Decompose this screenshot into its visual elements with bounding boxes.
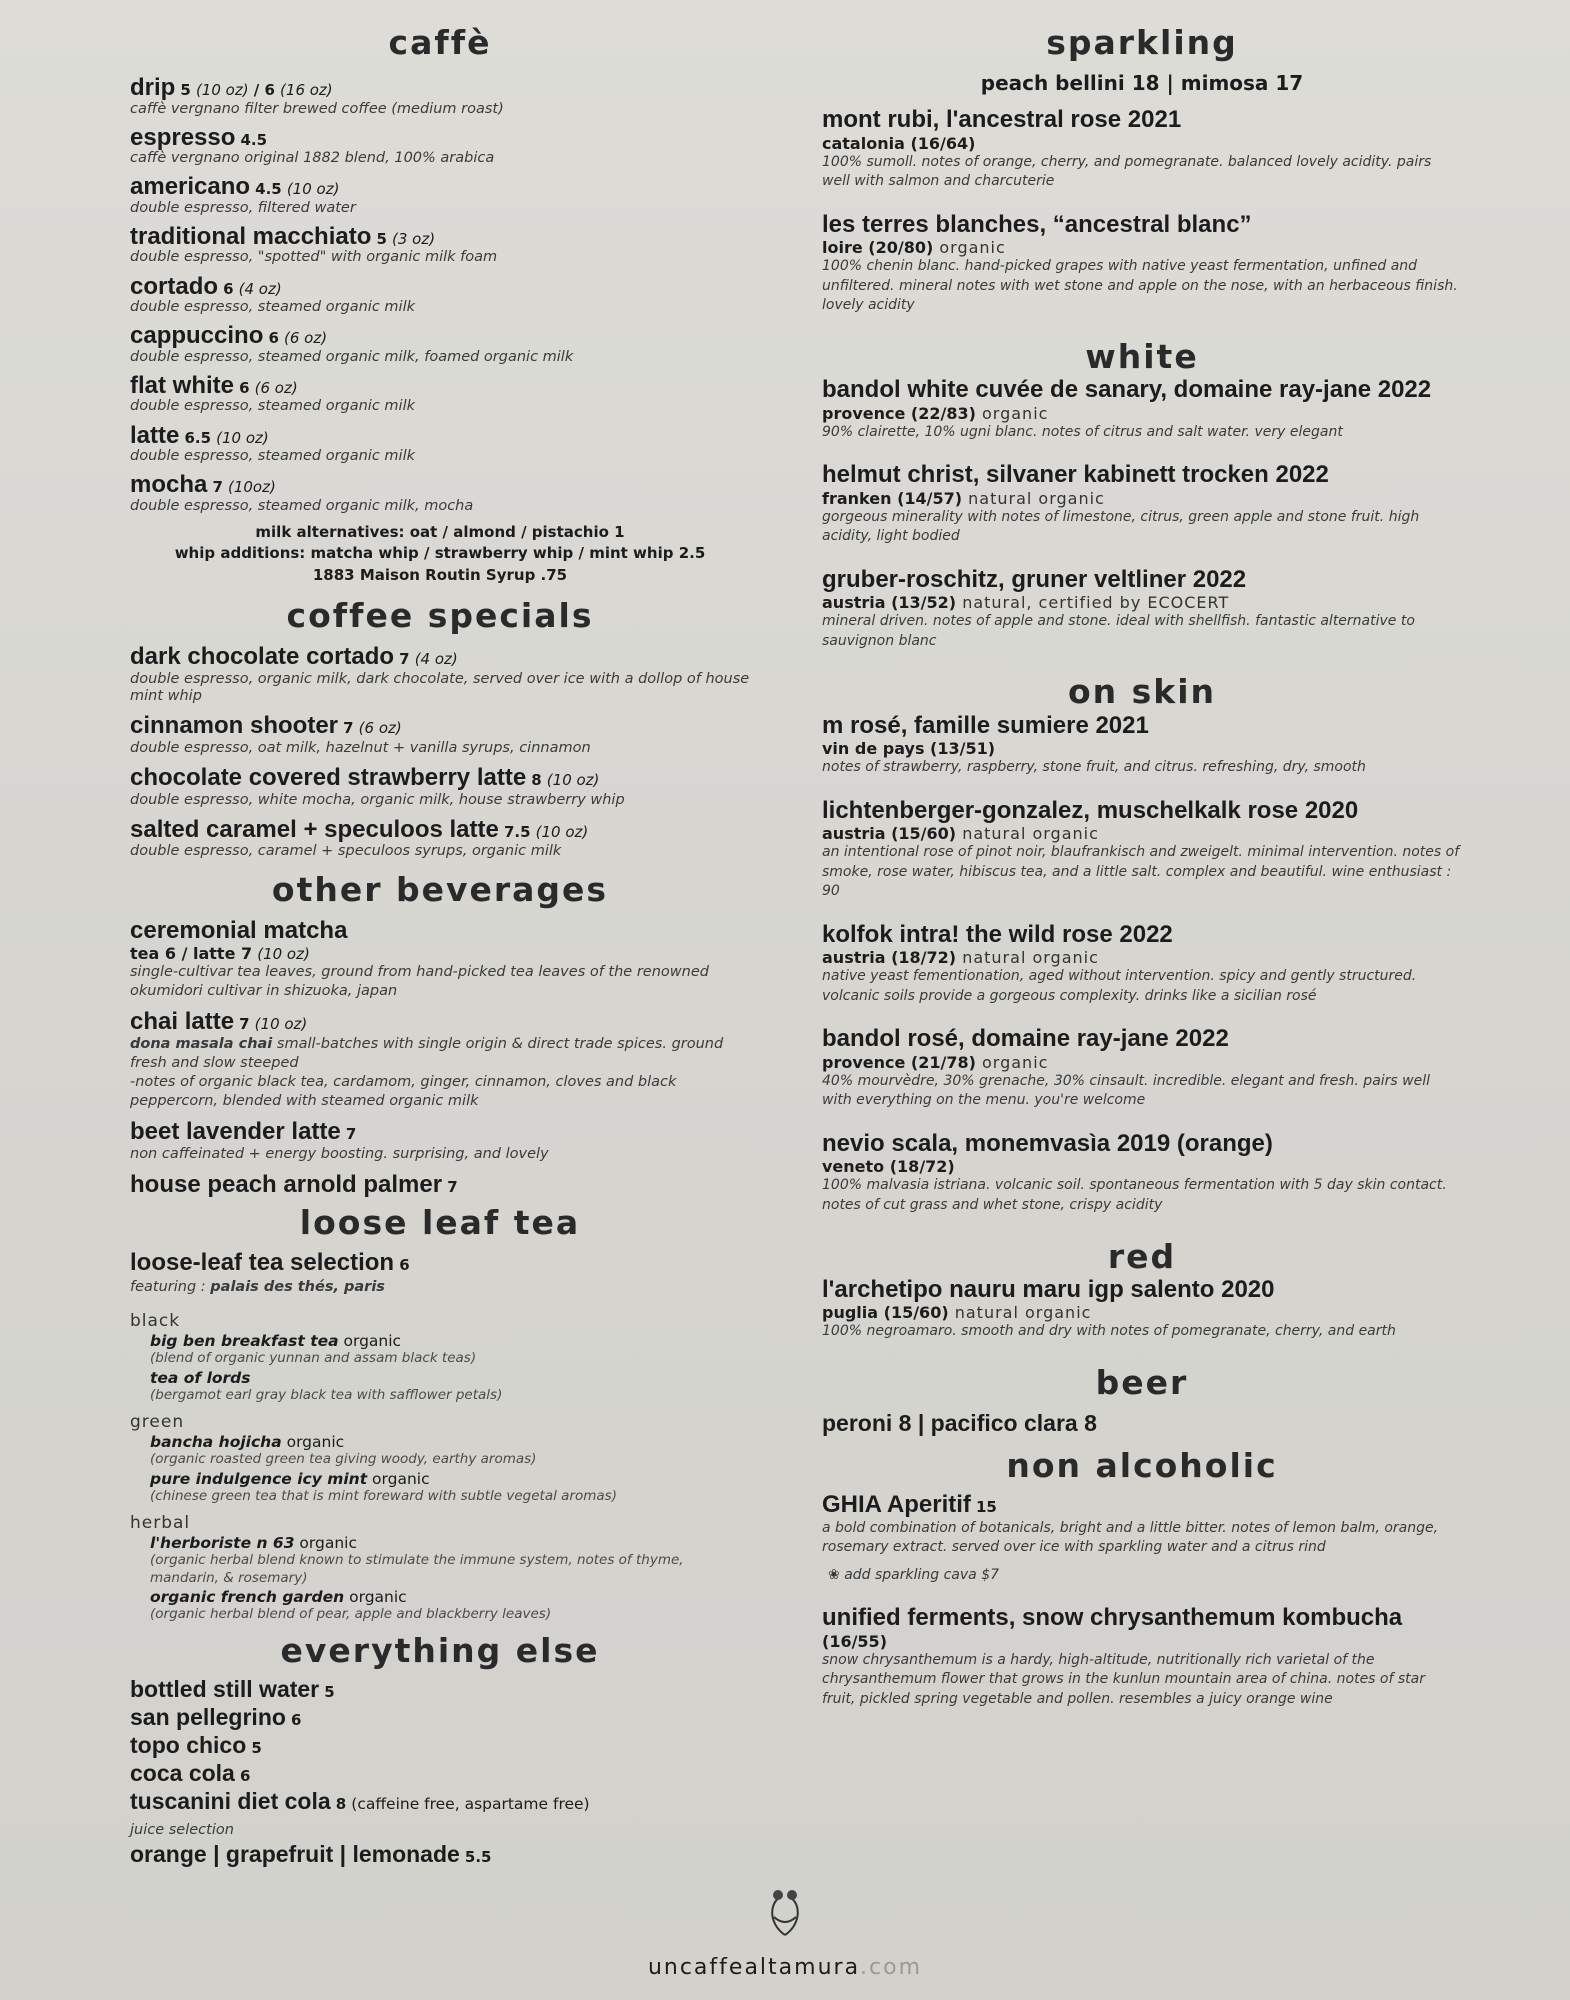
item-name: ceremonial matcha	[130, 917, 348, 944]
item-name: salted caramel + speculoos latte	[130, 815, 499, 843]
left-column	[130, 22, 750, 1868]
section-title-white: white	[1085, 337, 1199, 376]
wine-region-line	[822, 404, 1462, 423]
tea-category-black: black	[130, 1310, 181, 1331]
section-title-caffe: caffè	[388, 23, 492, 62]
item-price: 7.5	[503, 822, 531, 841]
wine-region-line	[822, 238, 1462, 257]
item-size: (10 oz)	[546, 771, 600, 790]
website-suffix: .com	[860, 1955, 923, 1980]
wine-name: l'archetipo nauru maru igp salento 2020	[822, 1275, 1275, 1303]
leaf-icon: ❀	[828, 1566, 840, 1583]
item-size: (4 oz)	[414, 650, 458, 669]
item-price: 7	[212, 478, 223, 497]
right-column	[822, 22, 1462, 1710]
wine-region-line	[822, 1303, 1462, 1322]
tea-desc: (organic herbal blend known to stimulate the immune system, notes of thyme, mandarin, & rosemary)	[150, 1552, 684, 1586]
tea-tag: organic	[338, 1331, 402, 1350]
item-name: drip	[130, 74, 176, 102]
menu-item	[130, 1759, 750, 1787]
item-name: san pellegrino	[130, 1704, 286, 1731]
item-price: 5	[376, 230, 387, 249]
item-price: 6	[291, 1711, 302, 1730]
tea-desc: (chinese green tea that is mint foreward with subtle vegetal aromas)	[150, 1487, 617, 1504]
menu-item	[130, 423, 750, 465]
item-price: 5	[324, 1683, 335, 1702]
caffe-list	[130, 75, 750, 513]
menu-item	[130, 1787, 750, 1815]
item-line	[130, 224, 750, 250]
wine-region: franken (14/57)	[822, 488, 963, 508]
item-name: tuscanini diet cola	[130, 1788, 331, 1815]
item-price: 6	[399, 1255, 410, 1274]
item-line	[130, 75, 750, 101]
item-price: 8	[335, 1795, 347, 1814]
item-line	[130, 274, 750, 300]
wine-region-line	[822, 489, 1462, 508]
item-name: latte	[130, 421, 180, 449]
tea-category-herbal: herbal	[130, 1513, 191, 1534]
wine-item	[822, 212, 1462, 316]
wine-desc: an intentional rose of pinot noir, blaufrankisch and zweigelt. minimal intervention. notes of smoke, rose water, hibiscus tea, and a little salt. complex and beautiful. wine enthusiast : 90	[822, 844, 1460, 900]
tea-name: bancha hojicha	[150, 1433, 282, 1452]
item-name: americano	[130, 173, 251, 201]
wine-name: les terres blanches, “ancestral blanc”	[822, 210, 1252, 238]
tea-desc: (organic roasted green tea giving woody, earthy aromas)	[150, 1451, 537, 1468]
wine-tag: natural organic	[956, 824, 1099, 844]
tea-desc: (bergamot earl gray black tea with safflower petals)	[150, 1386, 503, 1403]
item-line	[130, 472, 750, 498]
wine-item	[822, 377, 1462, 442]
item-price: 6	[239, 378, 250, 397]
menu-item	[130, 644, 750, 705]
logo-icon	[750, 1885, 820, 1945]
tea-tag: organic	[281, 1433, 345, 1452]
item-line	[130, 174, 750, 200]
item-price: 6	[239, 1767, 251, 1786]
tea-item	[130, 1368, 750, 1405]
wine-tag: natural organic	[948, 1303, 1092, 1323]
tea-section: loose-leaf tea selection 6 featuring : palais des thés, paris black big ben breakfast tea organic (blend of organic yunnan and assam black teas) tea of lords (bergamot earl gray black tea with safflower petals) green bancha hojicha organic (organic roasted green tea giving woody, earthy aromas) pure indulgence icy mint organic (chinese green tea that is mint foreward with subtle vegetal aromas) herbal l'herboriste n 63 organic (organic herbal blend known to stimulate the immune system, notes of thyme, mandarin, & rosemary) organic french garden organic (organic herbal blend of pear, apple and blackberry leaves)	[130, 1250, 750, 1624]
item-name: traditional macchiato	[130, 223, 372, 251]
tea-item	[130, 1469, 750, 1506]
item-name: flat white	[130, 371, 235, 399]
tea-line	[150, 1469, 750, 1488]
tea-line	[150, 1331, 750, 1350]
tea-tag: organic	[294, 1534, 357, 1553]
wine-tag: organic	[975, 1052, 1049, 1072]
wine-desc: 40% mourvèdre, 30% grenache, 30% cinsault. incredible. elegant and fresh. pairs well with everything on the menu. you're welcome	[822, 1072, 1431, 1109]
menu-item	[130, 472, 750, 514]
item-price: 6	[268, 329, 279, 348]
item-desc: double espresso, white mocha, organic milk, house strawberry whip	[130, 791, 625, 808]
item-name: dark chocolate cortado	[130, 643, 395, 671]
item-size: (10 oz)	[535, 822, 589, 841]
section-title-loose-leaf-tea: loose leaf tea	[299, 1203, 581, 1243]
wine-tag: natural organic	[956, 948, 1099, 968]
wine-item	[822, 567, 1462, 652]
item-note: (caffeine free, aspartame free)	[351, 1795, 590, 1814]
wine-region-line	[822, 134, 1462, 153]
item-name: chai latte	[130, 1008, 235, 1036]
wine-region-line	[822, 1053, 1462, 1072]
item-name: cinnamon shooter	[130, 712, 339, 740]
item-price: 7	[343, 719, 354, 738]
item-desc: single-cultivar tea leaves, ground from hand-picked tea leaves of the renowned okumidori cultivar in shizuoka, japan	[130, 964, 709, 1000]
item-sub: tea 6 / latte 7	[130, 944, 253, 964]
juice-price: 5.5	[464, 1848, 492, 1867]
item-size: (10oz)	[227, 478, 276, 497]
item-name: unified ferments, snow chrysanthemum kombucha	[822, 1604, 1403, 1632]
tea-desc: (blend of organic yunnan and assam black teas)	[150, 1349, 477, 1366]
wine-name: bandol rosé, domaine ray-jane 2022	[822, 1025, 1229, 1053]
wine-desc: 100% negroamaro. smooth and dry with notes of pomegranate, cherry, and earth	[822, 1323, 1396, 1340]
wine-desc: 100% sumoll. notes of orange, cherry, and pomegranate. balanced lovely acidity. pairs well with salmon and charcuterie	[822, 153, 1432, 190]
menu-item	[130, 1731, 750, 1759]
wine-region: austria (13/52)	[822, 593, 957, 613]
wine-item	[822, 1026, 1462, 1111]
item-price: 7	[239, 1015, 250, 1034]
item-desc: double espresso, steamed organic milk, foamed organic milk	[130, 348, 574, 365]
item-name: espresso	[130, 123, 236, 151]
item-size: (10 oz)	[257, 945, 310, 964]
menu-item	[130, 224, 750, 266]
item-name: mocha	[130, 471, 208, 499]
featuring-label: featuring	[130, 1279, 197, 1296]
item-name: topo chico	[130, 1732, 247, 1759]
wine-desc: 100% malvasia istriana. volcanic soil. spontaneous fermentation with 5 day skin contact. notes of cut grass and whet stone, crispy acidity	[822, 1177, 1447, 1213]
menu-item	[130, 1703, 750, 1731]
wine-tag: organic	[933, 238, 1006, 258]
item-desc-notes: -notes of organic black tea, cardamom, ginger, cinnamon, cloves and black peppercorn, blended with steamed organic milk	[130, 1074, 677, 1109]
wine-tag: natural, certified by ECOCERT	[956, 593, 1230, 613]
tea-tag: organic	[367, 1469, 430, 1488]
section-title-sparkling: sparkling	[1046, 23, 1238, 62]
tea-tag: organic	[344, 1588, 407, 1607]
item-line	[130, 373, 750, 399]
item-name: bottled still water	[130, 1676, 320, 1703]
tea-line	[150, 1533, 750, 1552]
wine-item	[822, 107, 1462, 192]
item-desc: double espresso, "spotted" with organic milk foam	[130, 249, 498, 266]
wine-desc: notes of strawberry, raspberry, stone fruit, and citrus. refreshing, dry, smooth	[822, 759, 1366, 776]
item-price: 4.5	[240, 130, 268, 149]
item-name: loose-leaf tea selection	[130, 1248, 395, 1276]
item-line	[130, 644, 750, 670]
wine-desc: native yeast fementionation, aged without intervention. spicy and gently structured. volcanic soils provide a gorgeous complexity. drinks like a sicilian rosé	[822, 968, 1417, 1004]
tea-name: pure indulgence icy mint	[150, 1469, 368, 1488]
item-name: cortado	[130, 272, 219, 300]
section-title-coffee-specials: coffee specials	[286, 595, 594, 635]
section-title-beer: beer	[1095, 1362, 1189, 1402]
tea-line	[150, 1587, 750, 1606]
item-line	[130, 125, 750, 151]
wine-desc: gorgeous minerality with notes of limestone, citrus, green apple and stone fruit. high acidity, light bodied	[822, 508, 1420, 545]
menu-item	[130, 274, 750, 316]
sparkling-top: peach bellini 18 | mimosa 17	[980, 71, 1304, 96]
wine-item	[822, 1131, 1462, 1216]
item-desc: double espresso, filtered water	[130, 199, 356, 216]
tea-name: organic french garden	[150, 1588, 345, 1607]
wine-name: lichtenberger-gonzalez, muschelkalk rose 2020	[822, 796, 1359, 824]
item-desc: small-batches with single origin & direct trade spices. ground fresh and slow steeped	[130, 1036, 724, 1072]
whip-additions-text: whip additions: matcha whip / strawberry whip / mint whip 2.5	[174, 544, 706, 563]
item-desc: double espresso, steamed organic milk	[130, 447, 415, 464]
item-price-2: 6	[264, 81, 275, 100]
wine-name: helmut christ, silvaner kabinett trocken 2022	[822, 461, 1329, 489]
item-size: (10 oz)	[216, 428, 269, 447]
item-desc: double espresso, organic milk, dark chocolate, served over ice with a dollop of house mint whip	[130, 670, 750, 705]
item-desc: caffè vergnano original 1882 blend, 100% arabica	[130, 150, 495, 167]
menu-item	[130, 373, 750, 415]
everything-else-list	[130, 1675, 750, 1815]
wine-region: vin de pays (13/51)	[822, 739, 996, 759]
item-price: 7	[345, 1124, 357, 1143]
item-price: 5	[180, 81, 191, 100]
wine-region-line	[822, 948, 1462, 967]
menu-item	[130, 75, 750, 117]
item-line	[130, 423, 750, 449]
chai-brand: dona masala chai	[130, 1036, 273, 1053]
wine-region: provence (21/78)	[822, 1052, 976, 1072]
item-size: (6 oz)	[358, 719, 402, 738]
item-size: (4 oz)	[238, 279, 282, 298]
wine-region: provence (22/83)	[822, 403, 976, 423]
item-name: GHIA Aperitif	[822, 1491, 971, 1519]
menu-item-beet-lavender-latte	[130, 1119, 750, 1164]
wine-desc: 90% clairette, 10% ugni blanc. notes of citrus and salt water. very elegant	[822, 423, 1343, 440]
sparkling-list	[822, 107, 1462, 316]
wine-region-line	[822, 593, 1462, 612]
section-title-other-beverages: other beverages	[271, 869, 609, 909]
section-title-non-alcoholic: non alcoholic	[1006, 1446, 1278, 1486]
item-size: (3 oz)	[392, 230, 436, 249]
menu-item-ghia	[822, 1492, 1462, 1585]
tea-line	[150, 1368, 750, 1387]
item-line	[130, 765, 750, 791]
juice-selection: orange | grapefruit | lemonade	[130, 1841, 460, 1868]
menu-item	[130, 323, 750, 365]
wine-desc: 100% chenin blanc. hand-picked grapes with native yeast fermentation, unfined and unfiltered. mineral notes with wet stone and apple on the nose, with an herbaceous finish. lovely acidity	[822, 258, 1458, 314]
section-title-on-skin: on skin	[1067, 672, 1217, 712]
item-desc: a bold combination of botanicals, bright and a little bitter. notes of lemon balm, orange, rosemary extract. served over ice with sparkling water and a citrus rind	[822, 1519, 1439, 1556]
wine-name: bandol white cuvée de sanary, domaine ray-jane 2022	[822, 376, 1432, 404]
beer-list: peroni 8 | pacifico clara 8	[822, 1410, 1097, 1437]
item-size: (10 oz)	[286, 180, 340, 199]
wine-item	[822, 798, 1462, 902]
item-price: 5	[251, 1739, 262, 1758]
menu-item-chai-latte	[130, 1009, 750, 1111]
tea-item	[130, 1587, 750, 1624]
wine-name: mont rubi, l'ancestral rose 2021	[822, 106, 1182, 134]
item-size: (10 oz)	[195, 81, 249, 100]
tea-name: l'herboriste n 63	[150, 1534, 295, 1553]
wine-desc: mineral driven. notes of apple and stone. ideal with shellfish. fantastic alternative to sauvignon blanc	[822, 613, 1415, 649]
item-size: (6 oz)	[283, 329, 328, 348]
item-price: 7	[447, 1178, 458, 1197]
item-region: (16/55)	[822, 1631, 887, 1651]
section-title-everything-else: everything else	[280, 1630, 600, 1670]
item-size-2: (16 oz)	[280, 81, 333, 100]
wine-region-line	[822, 739, 1462, 758]
wine-region: loire (20/80)	[822, 238, 934, 258]
white-list	[822, 377, 1462, 651]
specials-list	[130, 644, 750, 861]
menu-item-ceremonial-matcha	[130, 918, 750, 1001]
ghia-addon: add sparkling cava $7	[844, 1566, 1000, 1583]
wine-item	[822, 1277, 1462, 1342]
wine-tag: natural organic	[962, 488, 1105, 508]
item-size: (10 oz)	[254, 1015, 308, 1034]
item-price: 6.5	[184, 428, 212, 447]
item-desc: double espresso, steamed organic milk, mocha	[130, 497, 474, 514]
wine-region: austria (15/60)	[822, 824, 957, 844]
item-name: cappuccino	[130, 322, 264, 350]
item-size: (6 oz)	[254, 378, 298, 397]
item-sep: /	[248, 81, 265, 100]
tea-item	[130, 1331, 750, 1368]
milk-alternatives	[130, 522, 750, 587]
wine-name: nevio scala, monemvasìa 2019 (orange)	[822, 1129, 1273, 1157]
item-desc: double espresso, caramel + speculoos syrups, organic milk	[130, 843, 562, 860]
item-desc: non caffeinated + energy boosting. surprising, and lovely	[130, 1146, 549, 1163]
menu-item	[130, 1675, 750, 1703]
item-price: 15	[975, 1498, 997, 1517]
menu-item	[130, 174, 750, 216]
item-name: chocolate covered strawberry latte	[130, 764, 527, 792]
menu-item	[130, 765, 750, 809]
website[interactable]	[0, 1955, 1570, 1980]
menu-item	[130, 713, 750, 757]
wine-name: kolfok intra! the wild rose 2022	[822, 920, 1173, 948]
tea-item	[130, 1432, 750, 1469]
item-desc: snow chrysanthemum is a hardy, high-altitude, nutritionally rich varietal of the chrysanthemum flower that grows in the kunlun mountain area of china. notes of star fruit, pickled spring vegetable and pollen. resembles a juicy orange wine	[822, 1651, 1425, 1708]
on-skin-list	[822, 713, 1462, 1216]
wine-item	[822, 922, 1462, 1007]
footer	[0, 1885, 1570, 1949]
wine-region: austria (18/72)	[822, 948, 957, 968]
tea-name: big ben breakfast tea	[150, 1331, 339, 1350]
juice-label: juice selection	[130, 1822, 234, 1839]
tea-name: tea of lords	[150, 1368, 251, 1387]
red-list	[822, 1277, 1462, 1342]
item-desc: double espresso, oat milk, hazelnut + vanilla syrups, cinnamon	[130, 739, 591, 756]
item-price: 7	[399, 650, 410, 669]
wine-region-line	[822, 824, 1462, 843]
menu-item	[130, 817, 750, 861]
item-desc: double espresso, steamed organic milk	[130, 398, 415, 415]
herbal-tea-list	[130, 1533, 750, 1624]
black-tea-list	[130, 1331, 750, 1404]
featuring-brand: palais des thés, paris	[210, 1279, 385, 1296]
item-line	[130, 817, 750, 843]
tea-line	[150, 1432, 750, 1451]
wine-region: catalonia (16/64)	[822, 133, 976, 153]
wine-name: gruber-roschitz, gruner veltliner 2022	[822, 565, 1247, 593]
item-price: 8	[531, 771, 542, 790]
item-name: house peach arnold palmer	[130, 1171, 443, 1199]
item-desc: double espresso, steamed organic milk	[130, 299, 415, 316]
section-title-red: red	[1107, 1236, 1177, 1276]
item-price: 4.5	[255, 180, 282, 199]
wine-region: veneto (18/72)	[822, 1157, 955, 1177]
website-name: uncaffealtamura	[647, 1955, 861, 1980]
wine-tag: organic	[975, 403, 1049, 423]
item-desc: caffè vergnano filter brewed coffee (medium roast)	[130, 100, 504, 117]
tea-category-green: green	[130, 1412, 185, 1433]
green-tea-list	[130, 1432, 750, 1505]
item-name: beet lavender latte	[130, 1117, 341, 1145]
item-name: coca cola	[130, 1760, 235, 1787]
wine-region: puglia (15/60)	[822, 1303, 949, 1323]
tea-desc: (organic herbal blend of pear, apple and blackberry leaves)	[150, 1606, 552, 1623]
wine-region-line	[822, 1157, 1462, 1176]
wine-item	[822, 462, 1462, 547]
wine-name: m rosé, famille sumiere 2021	[822, 711, 1149, 739]
other-beverages-list	[130, 918, 750, 1198]
item-price: 6	[223, 279, 234, 298]
menu-item-kombucha	[822, 1605, 1462, 1709]
wine-item	[822, 713, 1462, 778]
item-line	[130, 323, 750, 349]
syrup-text: 1883 Maison Routin Syrup .75	[312, 566, 568, 585]
item-line	[130, 713, 750, 739]
milk-alternatives-text: milk alternatives: oat / almond / pistachio 1	[255, 522, 625, 541]
tea-item	[130, 1533, 750, 1587]
menu-item	[130, 125, 750, 167]
menu-item-house-peach-arnold-palmer	[130, 1172, 750, 1198]
